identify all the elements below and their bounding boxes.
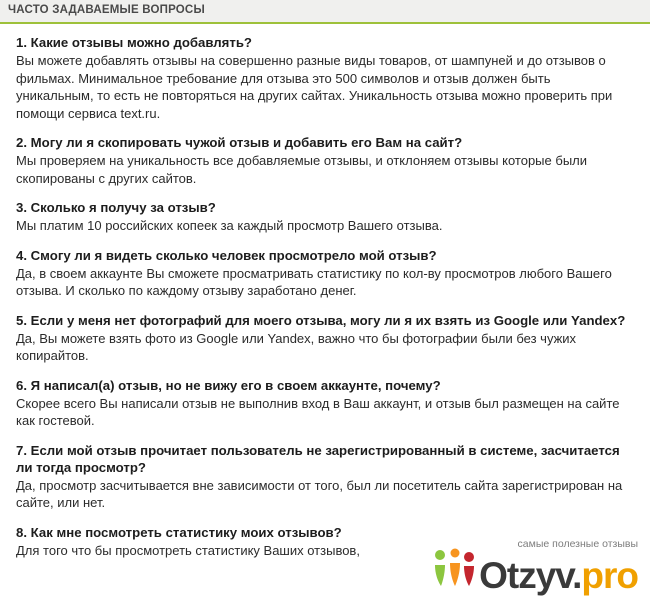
faq-answer: Скорее всего Вы написали отзыв не выполнив вход в Ваш аккаунт, и отзыв был размещен на сайте как гостевой. [16, 395, 620, 428]
logo-wordmark [479, 557, 638, 594]
faq-question: 6. Я написал(а) отзыв, но не вижу его в своем аккаунте, почему? [16, 377, 441, 393]
logo-word-main: Otzyv [479, 555, 573, 596]
faq-item [16, 442, 628, 512]
faq-question: 7. Если мой отзыв прочитает пользователь не зарегистрированный в системе, засчитается ли тогда просмотр? [16, 442, 620, 475]
faq-question: 3. Сколько я получу за отзыв? [16, 200, 216, 215]
faq-answer: Да, Вы можете взять фото из Google или Yandex, важно что бы фотографии были без чужих копирайтов. [16, 330, 577, 363]
faq-item [16, 377, 628, 430]
faq-item [16, 312, 628, 365]
faq-answer: Да, просмотр засчитывается вне зависимости от того, был ли посетитель сайта зарегистрирован на сайте, или нет. [16, 477, 623, 510]
page-title: ЧАСТО ЗАДАВАЕМЫЕ ВОПРОСЫ [8, 4, 205, 16]
logo-word-accent: pro [581, 555, 638, 596]
faq-item [16, 247, 628, 300]
faq-list [0, 24, 650, 559]
section-header [0, 0, 650, 24]
faq-question: 5. Если у меня нет фотографий для моего отзыва, могу ли я их взять из Google или Yandex? [16, 312, 626, 328]
faq-question: 4. Смогу ли я видеть сколько человек просмотрело мой отзыв? [16, 247, 437, 263]
faq-answer: Да, в своем аккаунте Вы сможете просматривать статистику по кол-ву просмотров любого Вашего отзыва. И сколько по каждому отзыву заработано денег. [16, 265, 612, 298]
faq-question: 2. Могу ли я скопировать чужой отзыв и добавить его Вам на сайт? [16, 135, 463, 150]
faq-item [16, 34, 628, 122]
faq-answer: Мы проверяем на уникальность все добавляемые отзывы, и отклоняем отзывы которые были скопированы с других сайтов. [16, 153, 588, 186]
faq-answer: Вы можете добавлять отзывы на совершенно разные виды товаров, от шампуней и до отзывов о фильмах. Минимальное требование для отзыва это 500 символов и отзыв должен быть уникальным, то есть не повторяться на других сайтах. Уникальность отзыва можно проверить при помощи сервиса text.ru. [16, 53, 613, 121]
faq-answer: Для того что бы просмотреть статистику Ваших отзывов, [16, 542, 360, 558]
logo-tagline: самые полезные отзывы [517, 538, 638, 550]
faq-answer: Мы платим 10 российских копеек за каждый просмотр Вашего отзыва. [16, 218, 443, 233]
faq-question: 8. Как мне посмотреть статистику моих отзывов? [16, 524, 342, 540]
faq-item [16, 134, 628, 187]
site-logo[interactable] [418, 534, 642, 596]
logo-word-dot: . [572, 555, 582, 596]
faq-item [16, 199, 628, 235]
logo-mark-icon [431, 548, 475, 588]
faq-question: 1. Какие отзывы можно добавлять? [16, 35, 252, 50]
